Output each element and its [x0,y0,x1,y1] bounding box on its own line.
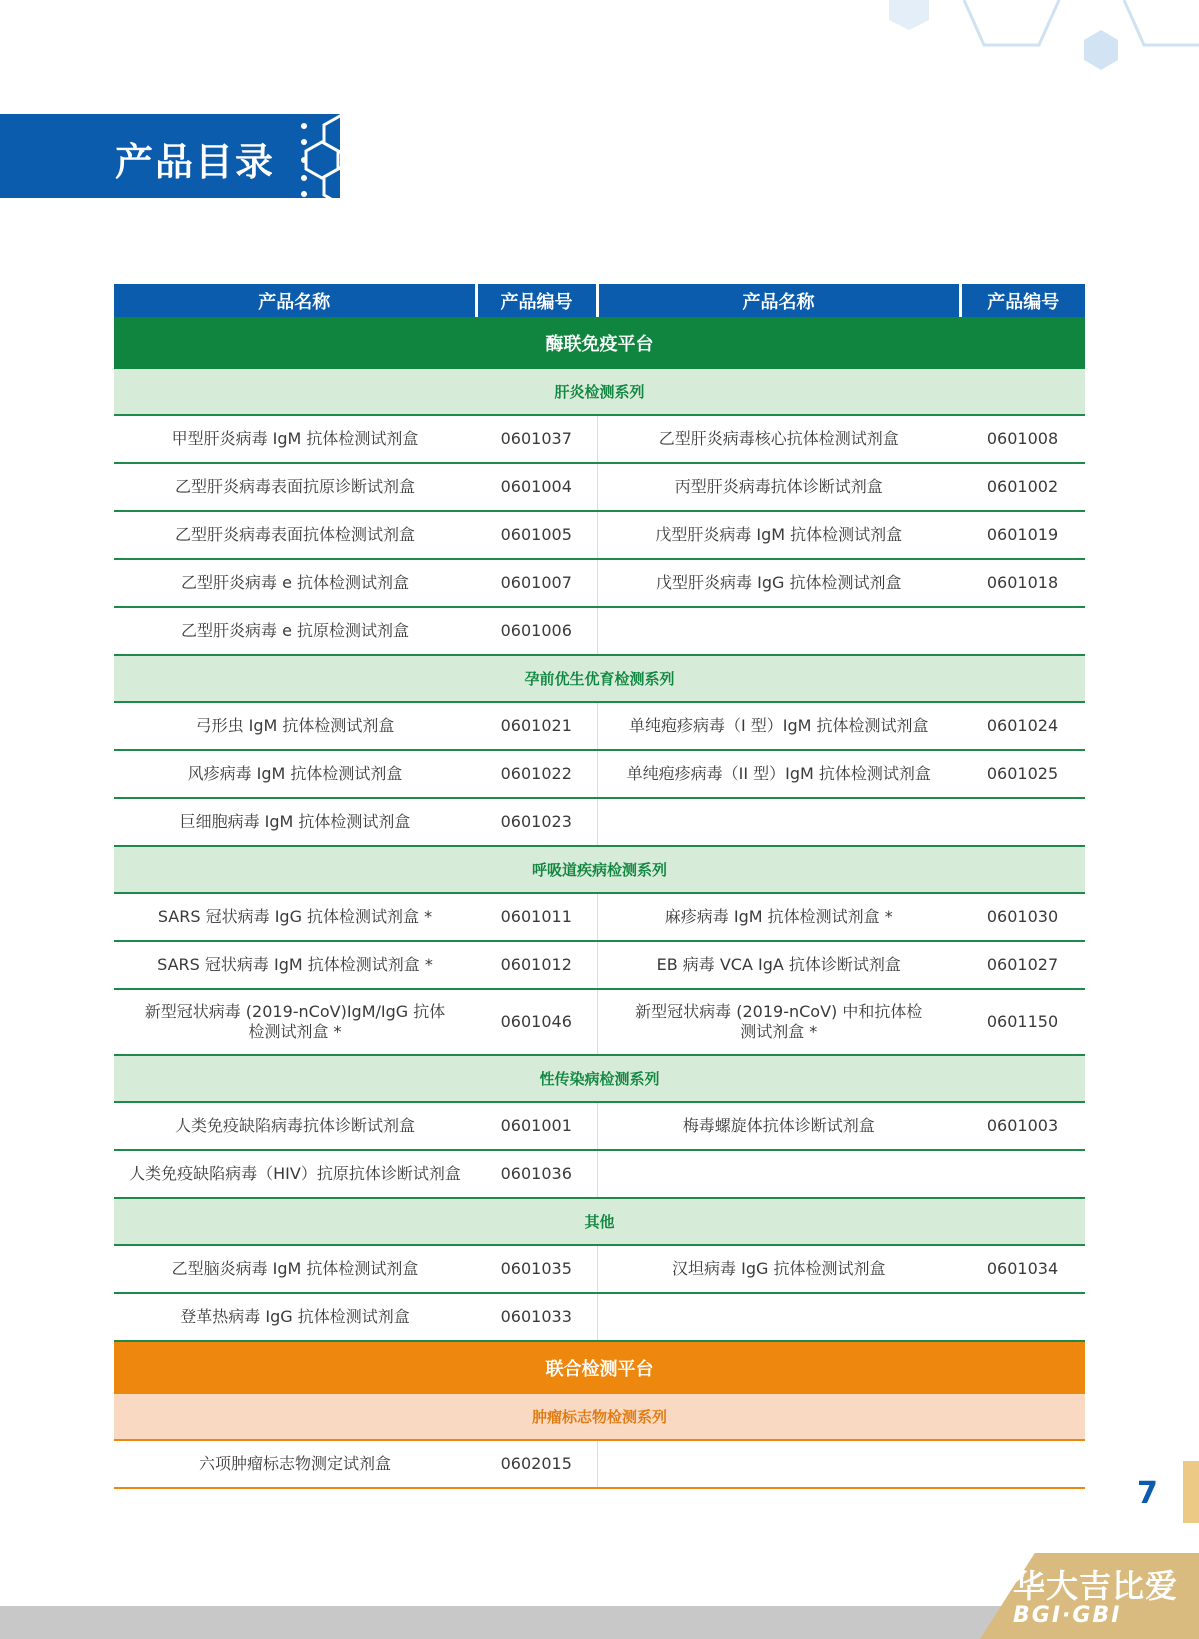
product-name: 新型冠状病毒 (2019-nCoV) 中和抗体检测试剂盒 * [597,989,960,1055]
product-code [960,1150,1085,1198]
series-row [114,1198,1085,1245]
header-product-code: 产品编号 [476,284,597,317]
table-row [114,415,1085,463]
product-name: 乙型脑炎病毒 IgM 抗体检测试剂盒 [114,1245,476,1293]
series-row [114,369,1085,415]
page-title: 产品目录 [115,140,276,184]
table-header-row [114,284,1085,317]
table-row [114,798,1085,846]
series-title: 其他 [114,1198,1085,1245]
product-code: 0601012 [476,941,597,989]
product-code: 0601019 [960,511,1085,559]
product-name: 人类免疫缺陷病毒（HIV）抗原抗体诊断试剂盒 [114,1150,476,1198]
table-row [114,1245,1085,1293]
product-code: 0601033 [476,1293,597,1341]
product-code: 0601037 [476,415,597,463]
side-tab [1183,1461,1199,1523]
product-name: 梅毒螺旋体抗体诊断试剂盒 [597,1102,960,1150]
platform-row [114,317,1085,369]
product-code: 0601035 [476,1245,597,1293]
product-name: 乙型肝炎病毒 e 抗原检测试剂盒 [114,607,476,655]
table-row [114,607,1085,655]
product-name: 六项肿瘤标志物测定试剂盒 [114,1440,476,1488]
decorative-hexagons [869,0,1199,80]
table-row [114,1293,1085,1341]
product-code [960,607,1085,655]
product-name: EB 病毒 VCA IgA 抗体诊断试剂盒 [597,941,960,989]
series-row [114,655,1085,702]
product-code: 0601023 [476,798,597,846]
logo-english: BGI·GBI [1013,1603,1122,1628]
product-name: 新型冠状病毒 (2019-nCoV)IgM/IgG 抗体检测试剂盒 * [114,989,476,1055]
product-code: 0601004 [476,463,597,511]
product-name: 弓形虫 IgM 抗体检测试剂盒 [114,702,476,750]
product-name [597,1293,960,1341]
table-row [114,989,1085,1055]
series-row [114,1394,1085,1440]
page-number: 7 [1137,1476,1158,1511]
series-row [114,1055,1085,1102]
product-name [597,1440,960,1488]
series-title: 性传染病检测系列 [114,1055,1085,1102]
table-row [114,893,1085,941]
product-name: SARS 冠状病毒 IgG 抗体检测试剂盒 * [114,893,476,941]
product-code: 0601150 [960,989,1085,1055]
product-code: 0601024 [960,702,1085,750]
product-code: 0601025 [960,750,1085,798]
table-row [114,1150,1085,1198]
series-row [114,846,1085,893]
product-code: 0602015 [476,1440,597,1488]
product-name: 单纯疱疹病毒（I 型）IgM 抗体检测试剂盒 [597,702,960,750]
product-name [597,798,960,846]
table-row [114,559,1085,607]
product-code: 0601034 [960,1245,1085,1293]
product-code: 0601006 [476,607,597,655]
product-name: 人类免疫缺陷病毒抗体诊断试剂盒 [114,1102,476,1150]
product-name: 甲型肝炎病毒 IgM 抗体检测试剂盒 [114,415,476,463]
product-code: 0601018 [960,559,1085,607]
logo-chinese: 华大吉比爱 [1013,1567,1179,1605]
product-name: 汉坦病毒 IgG 抗体检测试剂盒 [597,1245,960,1293]
product-catalog-table [114,284,1085,1489]
product-name: 单纯疱疹病毒（II 型）IgM 抗体检测试剂盒 [597,750,960,798]
product-name: 戊型肝炎病毒 IgG 抗体检测试剂盒 [597,559,960,607]
product-code: 0601046 [476,989,597,1055]
product-code: 0601005 [476,511,597,559]
product-name: 乙型肝炎病毒表面抗原诊断试剂盒 [114,463,476,511]
product-code: 0601001 [476,1102,597,1150]
series-title: 肿瘤标志物检测系列 [114,1394,1085,1440]
product-code: 0601021 [476,702,597,750]
product-code: 0601027 [960,941,1085,989]
table-row [114,750,1085,798]
platform-title: 联合检测平台 [114,1341,1085,1394]
product-name: SARS 冠状病毒 IgM 抗体检测试剂盒 * [114,941,476,989]
product-name: 乙型肝炎病毒核心抗体检测试剂盒 [597,415,960,463]
product-code: 0601002 [960,463,1085,511]
product-name [597,1150,960,1198]
table-row [114,1102,1085,1150]
product-code: 0601003 [960,1102,1085,1150]
series-title: 肝炎检测系列 [114,369,1085,415]
header-product-name: 产品名称 [597,284,960,317]
header-product-code: 产品编号 [960,284,1085,317]
platform-row [114,1341,1085,1394]
product-code: 0601008 [960,415,1085,463]
table-row [114,941,1085,989]
product-code [960,798,1085,846]
hexagon-icon [300,112,380,204]
product-name: 巨细胞病毒 IgM 抗体检测试剂盒 [114,798,476,846]
header-product-name: 产品名称 [114,284,476,317]
product-code [960,1440,1085,1488]
product-code: 0601030 [960,893,1085,941]
series-title: 呼吸道疾病检测系列 [114,846,1085,893]
table-row [114,463,1085,511]
product-code: 0601011 [476,893,597,941]
product-name: 丙型肝炎病毒抗体诊断试剂盒 [597,463,960,511]
product-name: 乙型肝炎病毒表面抗体检测试剂盒 [114,511,476,559]
product-name: 麻疹病毒 IgM 抗体检测试剂盒 * [597,893,960,941]
table-row [114,702,1085,750]
product-code: 0601036 [476,1150,597,1198]
product-name: 戊型肝炎病毒 IgM 抗体检测试剂盒 [597,511,960,559]
product-code: 0601007 [476,559,597,607]
product-code [960,1293,1085,1341]
product-name: 乙型肝炎病毒 e 抗体检测试剂盒 [114,559,476,607]
table-row [114,511,1085,559]
product-name [597,607,960,655]
platform-title: 酶联免疫平台 [114,317,1085,369]
product-code: 0601022 [476,750,597,798]
series-title: 孕前优生优育检测系列 [114,655,1085,702]
product-name: 登革热病毒 IgG 抗体检测试剂盒 [114,1293,476,1341]
product-name: 风疹病毒 IgM 抗体检测试剂盒 [114,750,476,798]
table-row [114,1440,1085,1488]
